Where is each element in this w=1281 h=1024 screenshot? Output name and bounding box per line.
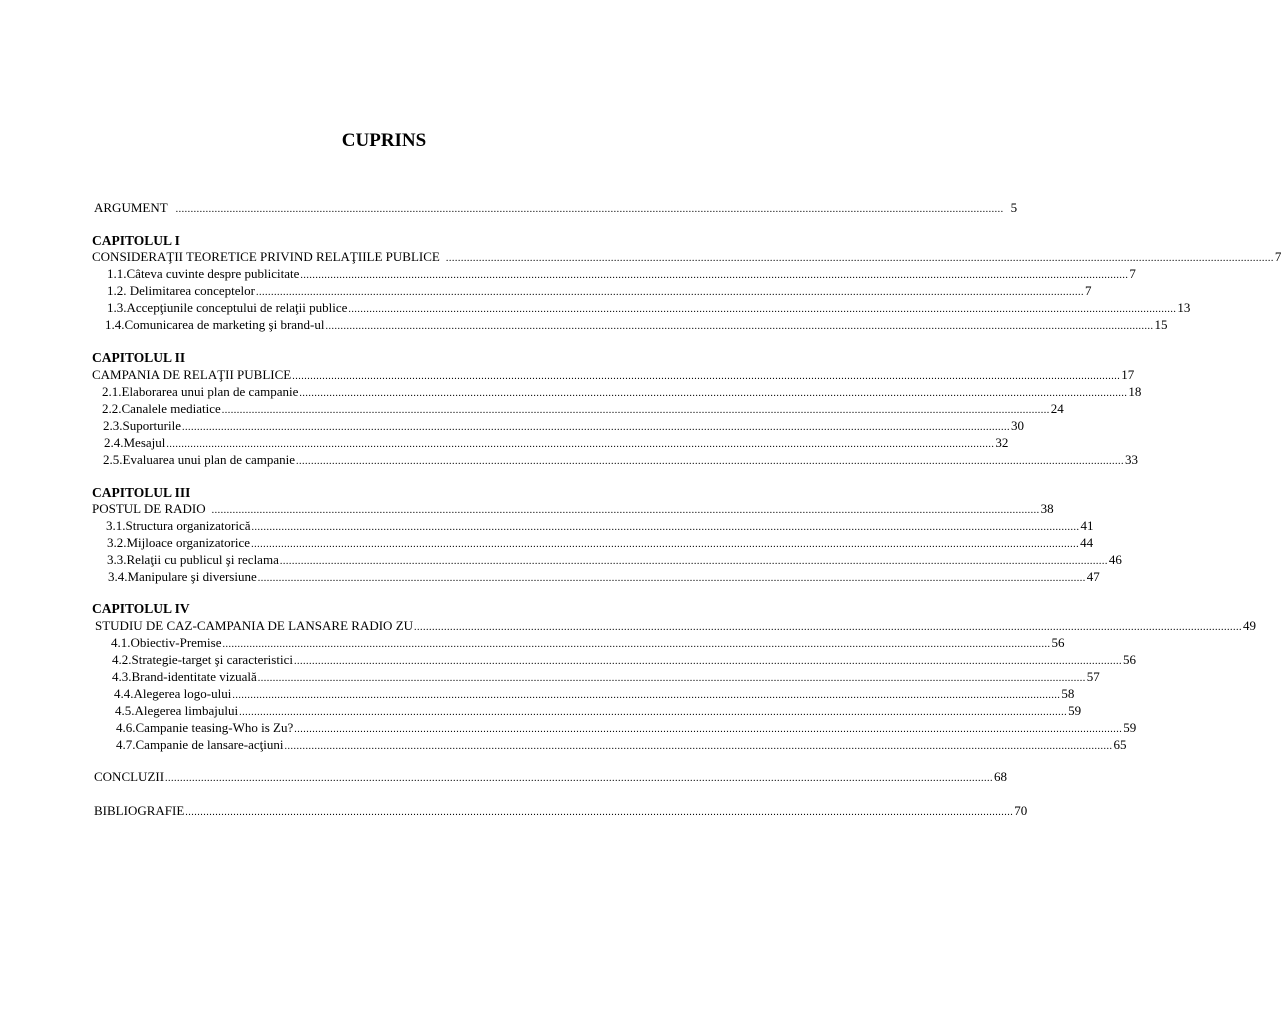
dot-leader: .................................................................................................................................................................................................................................................................................... (257, 573, 1086, 584)
toc-entry-label: 4.3.Brand-identitate vizuală (112, 669, 257, 684)
toc-entry-label: 3.3.Relaţii cu publicul şi reclama (107, 552, 279, 567)
toc-entry-label: 3.2.Mijloace organizatorice (107, 535, 251, 550)
toc-entry-label: 4.4.Alegerea logo-ului (114, 686, 232, 701)
dot-leader: .................................................................................................................................................................................................................................................................................... (279, 556, 1108, 567)
toc-page-number: 5 (1010, 200, 1018, 215)
toc-page-number: 7 (1274, 249, 1281, 264)
page-title: CUPRINS (341, 130, 427, 151)
toc-entry-argument (94, 199, 1018, 216)
toc-entry-label: 2.3.Suporturile (103, 418, 181, 433)
toc-entry (112, 651, 1136, 668)
chapter-heading-2: CAPITOLUL II (92, 350, 186, 365)
toc-page-number: 7 (1129, 266, 1136, 281)
toc-page-number: 17 (1121, 367, 1135, 382)
dot-leader: .................................................................................................................................................................................................................................................................................... (257, 673, 1086, 684)
dot-leader: .................................................................................................................................................................................................................................................................................... (251, 539, 1080, 550)
toc-entry (116, 719, 1137, 736)
toc-entry-label: 1.1.Câteva cuvinte despre publicitate (107, 266, 300, 281)
toc-entry-label: 1.4.Comunicarea de marketing şi brand-ul (105, 317, 325, 332)
dot-leader: .................................................................................................................................................................................................................................................................................... (251, 522, 1080, 533)
toc-entry (107, 534, 1094, 551)
chapter-heading-1: CAPITOLUL I (92, 233, 180, 248)
dot-leader: .................................................................................................................................................................................................................................................................................... (232, 690, 1061, 701)
toc-page-number: 38 (1040, 501, 1054, 516)
toc-entry-label: 1.3.Accepţiunile conceptului de relaţii publice (107, 300, 348, 315)
dot-leader: .................................................................................................................................................................................................................................................................................... (299, 388, 1128, 399)
toc-page-number: 15 (1154, 317, 1168, 332)
toc-page-number: 65 (1113, 737, 1127, 752)
toc-entry (103, 417, 1024, 434)
toc-entry (103, 451, 1139, 468)
toc-entry (107, 299, 1191, 316)
toc-page-number: 56 (1051, 635, 1065, 650)
toc-page-number: 7 (1085, 283, 1092, 298)
dot-leader: .................................................................................................................................................................................................................................................................................... (221, 405, 1050, 416)
toc-entry-label: 4.7.Campanie de lansare-acţiuni (116, 737, 284, 752)
toc-entry-label: STUDIU DE CAZ-CAMPANIA DE LANSARE RADIO ZU (95, 618, 414, 633)
toc-entry-label: 4.6.Campanie teasing-Who is Zu? (116, 720, 294, 735)
chapter-title-1 (92, 248, 1281, 265)
toc-page-number: 57 (1086, 669, 1100, 684)
toc-entry-label: POSTUL DE RADIO (92, 501, 206, 516)
toc-page-number: 70 (1014, 803, 1028, 818)
toc-entry-label: 4.1.Obiectiv-Premise (111, 635, 222, 650)
dot-leader: .................................................................................................................................................................................................................................................................................... (284, 741, 1113, 752)
toc-entry-label: CAMPANIA DE RELAŢII PUBLICE (92, 367, 292, 382)
toc-entry-label: ARGUMENT (94, 200, 168, 215)
dot-leader: .................................................................................................................................................................................................................................................................................... (296, 456, 1125, 467)
toc-entry-concluzii (94, 768, 1008, 785)
toc-entry (102, 400, 1064, 417)
chapter-heading-4: CAPITOLUL IV (92, 601, 190, 616)
toc-entry (102, 383, 1142, 400)
chapter-title-2 (92, 366, 1135, 383)
toc-entry-bibliografie (94, 802, 1028, 819)
toc-entry (107, 265, 1136, 282)
toc-page-number: 49 (1243, 618, 1257, 633)
toc-page-number: 32 (995, 435, 1009, 450)
toc-entry (104, 434, 1009, 451)
toc-entry-label: 3.4.Manipulare şi diversiune (108, 569, 257, 584)
toc-entry (105, 316, 1168, 333)
toc-entry-label: 2.1.Elaborarea unui plan de campanie (102, 384, 299, 399)
toc-entry (112, 668, 1100, 685)
toc-entry (108, 568, 1100, 585)
dot-leader: .................................................................................................................................................................................................................................................................................... (300, 270, 1129, 281)
toc-page-number: 13 (1177, 300, 1191, 315)
toc-page-number: 47 (1086, 569, 1100, 584)
chapter-title-3 (92, 500, 1054, 517)
toc-page-number: 30 (1011, 418, 1024, 433)
toc-entry-label: BIBLIOGRAFIE (94, 803, 185, 818)
toc-entry-label: 4.2.Strategie-target şi caracteristici (112, 652, 293, 667)
toc-entry-label: 1.2. Delimitarea conceptelor (107, 283, 255, 298)
toc-entry (107, 551, 1122, 568)
chapter-heading-3: CAPITOLUL III (92, 485, 191, 500)
toc-entry (116, 736, 1127, 753)
toc-page-number: 59 (1068, 703, 1082, 718)
toc-page-number: 68 (994, 769, 1008, 784)
toc-entry (114, 685, 1075, 702)
toc-page-number: 58 (1061, 686, 1075, 701)
toc-page-number: 59 (1123, 720, 1137, 735)
toc-entry-label: 2.2.Canalele mediatice (102, 401, 221, 416)
toc-entry-label: 2.5.Evaluarea unui plan de campanie (103, 452, 296, 467)
toc-page-number: 41 (1080, 518, 1094, 533)
dot-leader: .................................................................................................................................................................................................................................................................................... (166, 439, 995, 450)
toc-entry-label: 4.5.Alegerea limbajului (115, 703, 239, 718)
dot-leader: .................................................................................................................................................................................................................................................................................... (445, 253, 1274, 264)
dot-leader: .................................................................................................................................................................................................................................................................................... (256, 287, 1084, 298)
dot-leader: .................................................................................................................................................................................................................................................................................... (292, 371, 1121, 382)
toc-page-number: 44 (1080, 535, 1094, 550)
toc-entry-label: CONCLUZII (94, 769, 165, 784)
dot-leader: .................................................................................................................................................................................................................................................................................... (348, 304, 1177, 315)
dot-leader: .................................................................................................................................................................................................................................................................................... (293, 656, 1122, 667)
dot-leader: .................................................................................................................................................................................................................................................................................... (414, 622, 1243, 633)
toc-entry (107, 282, 1092, 299)
toc-entry-label: CONSIDERAŢII TEORETICE PRIVIND RELAŢIILE PUBLICE (92, 249, 440, 264)
toc-entry-label: 2.4.Mesajul (104, 435, 166, 450)
toc-entry-label: 3.1.Structura organizatorică (106, 518, 251, 533)
toc-entry (111, 634, 1065, 651)
dot-leader: .................................................................................................................................................................................................................................................................................... (182, 422, 1010, 433)
dot-leader: .................................................................................................................................................................................................................................................................................... (185, 807, 1014, 818)
toc-page-number: 18 (1128, 384, 1142, 399)
dot-leader: .................................................................................................................................................................................................................................................................................... (165, 773, 994, 784)
toc-entry (106, 517, 1094, 534)
chapter-title-4 (95, 617, 1257, 634)
toc-page-number: 56 (1122, 652, 1136, 667)
toc-page-number: 46 (1108, 552, 1122, 567)
dot-leader: .................................................................................................................................................................................................................................................................................... (175, 204, 1004, 215)
toc-entry (115, 702, 1082, 719)
toc-page-number: 24 (1050, 401, 1064, 416)
dot-leader: .................................................................................................................................................................................................................................................................................... (222, 639, 1051, 650)
dot-leader: .................................................................................................................................................................................................................................................................................... (294, 724, 1123, 735)
toc-page-number: 33 (1125, 452, 1139, 467)
dot-leader: .................................................................................................................................................................................................................................................................................... (211, 505, 1040, 516)
dot-leader: .................................................................................................................................................................................................................................................................................... (325, 321, 1154, 332)
dot-leader: .................................................................................................................................................................................................................................................................................... (239, 707, 1068, 718)
